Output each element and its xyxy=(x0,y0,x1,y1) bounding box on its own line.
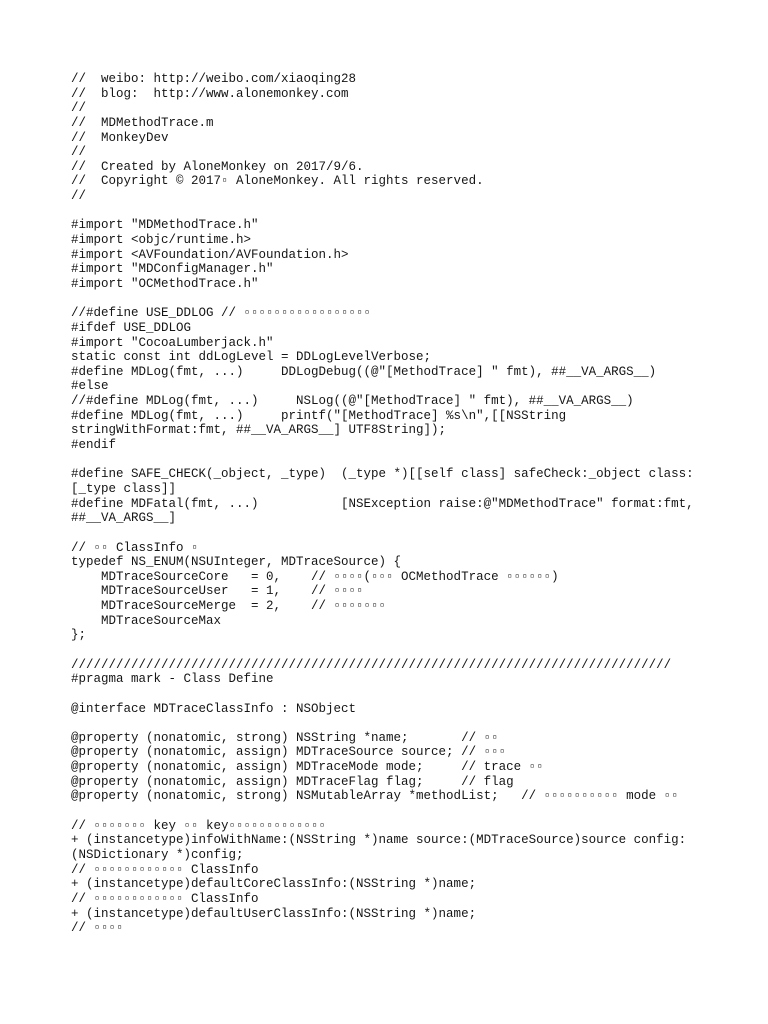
code-line: // ▫▫▫▫▫▫▫▫▫▫▫▫ ClassInfo xyxy=(71,891,259,906)
pragma-mark-line: #pragma mark - Class Define xyxy=(71,672,274,687)
comment-line: // xyxy=(71,145,87,160)
code-line: + (instancetype)defaultUserClassInfo:(NSString *)name; xyxy=(71,906,477,921)
code-line: //#define MDLog(fmt, ...) NSLog((@"[MethodTrace] " fmt), ##__VA_ARGS__) xyxy=(71,394,634,409)
check-macros-block xyxy=(71,467,761,526)
code-line: #define MDLog(fmt, ...) DDLogDebug((@"[MethodTrace] " fmt), ##__VA_ARGS__) xyxy=(71,364,657,379)
comment-line: // blog: http://www.alonemonkey.com xyxy=(71,86,349,101)
divider-comment-line: //////////////////////////////////////////////////////////////////////////////// xyxy=(71,657,672,672)
comment-line: // Created by AloneMonkey on 2017/9/6. xyxy=(71,159,364,174)
trace-source-enum-block xyxy=(71,541,761,643)
code-line: #define SAFE_CHECK(_object, _type) (_type *)[[self class] safeCheck:_object class: xyxy=(71,467,694,482)
properties-block xyxy=(71,731,761,804)
property-line: @property (nonatomic, assign) MDTraceMode mode; // trace ▫▫ xyxy=(71,760,544,775)
code-line: ##__VA_ARGS__] xyxy=(71,511,177,526)
code-line: [_type class]] xyxy=(71,481,177,496)
comment-line: // xyxy=(71,101,87,116)
comment-line: // Copyright © 2017▫ AloneMonkey. All rights reserved. xyxy=(71,174,484,189)
code-line: }; xyxy=(71,628,87,643)
comment-line: // MDMethodTrace.m xyxy=(71,115,214,130)
import-line: #import "MDMethodTrace.h" xyxy=(71,218,259,233)
property-line: @property (nonatomic, strong) NSMutableArray *methodList; // ▫▫▫▫▫▫▫▫▫▫ mode ▫▫ xyxy=(71,789,679,804)
code-listing xyxy=(71,72,761,936)
code-line: // ▫▫ ClassInfo ▫ xyxy=(71,540,199,555)
code-line: //#define USE_DDLOG // ▫▫▫▫▫▫▫▫▫▫▫▫▫▫▫▫▫ xyxy=(71,306,372,321)
code-line: + (instancetype)infoWithName:(NSString *)name source:(MDTraceSource)source config: xyxy=(71,833,687,848)
interface-declaration xyxy=(71,702,761,717)
class-define-block xyxy=(71,658,761,687)
code-line: #ifdef USE_DDLOG xyxy=(71,320,192,335)
code-line: static const int ddLogLevel = DDLogLevelVerbose; xyxy=(71,350,432,365)
code-line: MDTraceSourceMax xyxy=(71,613,222,628)
code-line: #define MDLog(fmt, ...) printf("[MethodTrace] %s\n",[[NSString xyxy=(71,408,567,423)
code-line: #endif xyxy=(71,438,117,453)
property-line: @property (nonatomic, assign) MDTraceFlag flag; // flag xyxy=(71,774,514,789)
code-line: // ▫▫▫▫▫▫▫▫▫▫▫▫ ClassInfo xyxy=(71,862,259,877)
import-line: #import "OCMethodTrace.h" xyxy=(71,276,259,291)
code-line: MDTraceSourceMerge = 2, // ▫▫▫▫▫▫▫ xyxy=(71,599,387,614)
code-line: + (instancetype)defaultCoreClassInfo:(NSString *)name; xyxy=(71,877,477,892)
file-header-comment xyxy=(71,72,761,204)
logging-macros-block xyxy=(71,306,761,452)
class-methods-block xyxy=(71,819,761,936)
code-line: typedef NS_ENUM(NSUInteger, MDTraceSource) { xyxy=(71,555,402,570)
code-line: #else xyxy=(71,379,109,394)
code-line: MDTraceSourceUser = 1, // ▫▫▫▫ xyxy=(71,584,364,599)
code-line: // ▫▫▫▫ xyxy=(71,921,124,936)
import-line: #import <AVFoundation/AVFoundation.h> xyxy=(71,247,349,262)
code-line: @interface MDTraceClassInfo : NSObject xyxy=(71,701,357,716)
import-line: #import <objc/runtime.h> xyxy=(71,233,252,248)
code-line: MDTraceSourceCore = 0, // ▫▫▫▫(▫▫▫ OCMethodTrace ▫▫▫▫▫▫) xyxy=(71,569,559,584)
code-line: // ▫▫▫▫▫▫▫ key ▫▫ key▫▫▫▫▫▫▫▫▫▫▫▫▫ xyxy=(71,818,327,833)
import-line: #import "MDConfigManager.h" xyxy=(71,262,274,277)
property-line: @property (nonatomic, assign) MDTraceSource source; // ▫▫▫ xyxy=(71,745,507,760)
code-line: #import "CocoaLumberjack.h" xyxy=(71,335,274,350)
property-line: @property (nonatomic, strong) NSString *name; // ▫▫ xyxy=(71,730,499,745)
comment-line: // MonkeyDev xyxy=(71,130,169,145)
code-line: #define MDFatal(fmt, ...) [NSException raise:@"MDMethodTrace" format:fmt, xyxy=(71,496,694,511)
code-line: (NSDictionary *)config; xyxy=(71,847,244,862)
imports-block xyxy=(71,218,761,291)
comment-line: // weibo: http://weibo.com/xiaoqing28 xyxy=(71,72,357,86)
code-line: stringWithFormat:fmt, ##__VA_ARGS__] UTF8String]); xyxy=(71,423,447,438)
comment-line: // xyxy=(71,189,87,204)
